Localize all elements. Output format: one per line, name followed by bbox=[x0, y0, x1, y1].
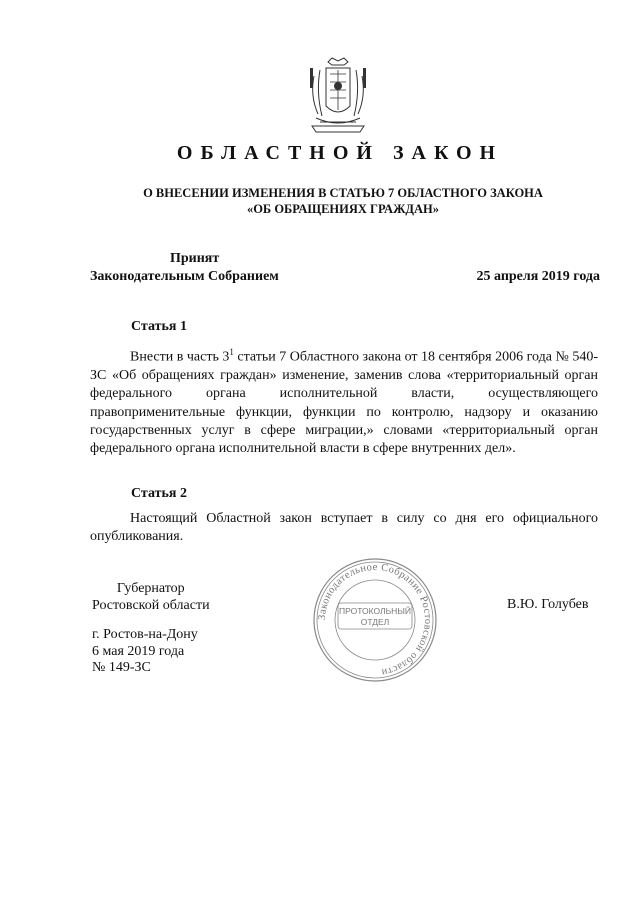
article-1-superscript: 1 bbox=[229, 347, 234, 357]
article-2-title: Статья 2 bbox=[131, 486, 187, 501]
stamp-center-line-2: ОТДЕЛ bbox=[360, 617, 390, 627]
signatory-position bbox=[92, 580, 210, 614]
issue-date: 6 мая 2019 года bbox=[92, 643, 185, 659]
adopted-label: Принят bbox=[170, 251, 220, 266]
official-stamp bbox=[312, 557, 438, 683]
issue-city: г. Ростов-на-Дону bbox=[92, 627, 198, 642]
position-line-2: Ростовской области bbox=[92, 598, 210, 613]
stamp-ring-text: Законодательное Собрание Ростовской области bbox=[316, 561, 434, 678]
article-2-text: Настоящий Областной закон вступает в силу со дня его официального опубликования. bbox=[90, 511, 598, 545]
position-line-1: Губернатор bbox=[116, 581, 185, 596]
stamp-center-line-1: ПРОТОКОЛЬНЫЙ bbox=[339, 606, 411, 616]
coat-of-arms-icon bbox=[306, 56, 370, 134]
adoption-date: 25 апреля 2019 года bbox=[476, 269, 600, 284]
adoption-block bbox=[90, 250, 600, 286]
law-title: ОБЛАСТНОЙ ЗАКОН bbox=[176, 142, 504, 164]
law-subtitle bbox=[0, 185, 640, 217]
adopted-by: Законодательным Собранием bbox=[90, 269, 279, 284]
article-1-title: Статья 1 bbox=[131, 319, 187, 334]
article-1-text-start: Внести в часть 3 bbox=[130, 349, 230, 365]
article-1-text bbox=[90, 343, 598, 458]
subtitle-line-1: О ВНЕСЕНИИ ИЗМЕНЕНИЯ В СТАТЬЮ 7 ОБЛАСТНОГО ЗАКОНА bbox=[143, 186, 543, 200]
issue-details bbox=[92, 627, 198, 677]
signatory-name: В.Ю. Голубев bbox=[507, 597, 589, 612]
law-number: № 149-ЗС bbox=[92, 660, 151, 675]
article-1-text-rest: статьи 7 Областного закона от 18 сентября 2006 года № 540-ЗС «Об обращениях граждан» изменение, заменив слова «территориальный орган федерального органа исполнительной власти, осуществляющего правоприменительные функции, функции по контролю, надзору и оказанию государственных услуг в сфере миграции,» словами «территориальный орган федерального органа исполнительной власти в сфере внутренних дел». bbox=[90, 349, 598, 457]
subtitle-line-2: «ОБ ОБРАЩЕНИЯХ ГРАЖДАН» bbox=[246, 202, 440, 216]
